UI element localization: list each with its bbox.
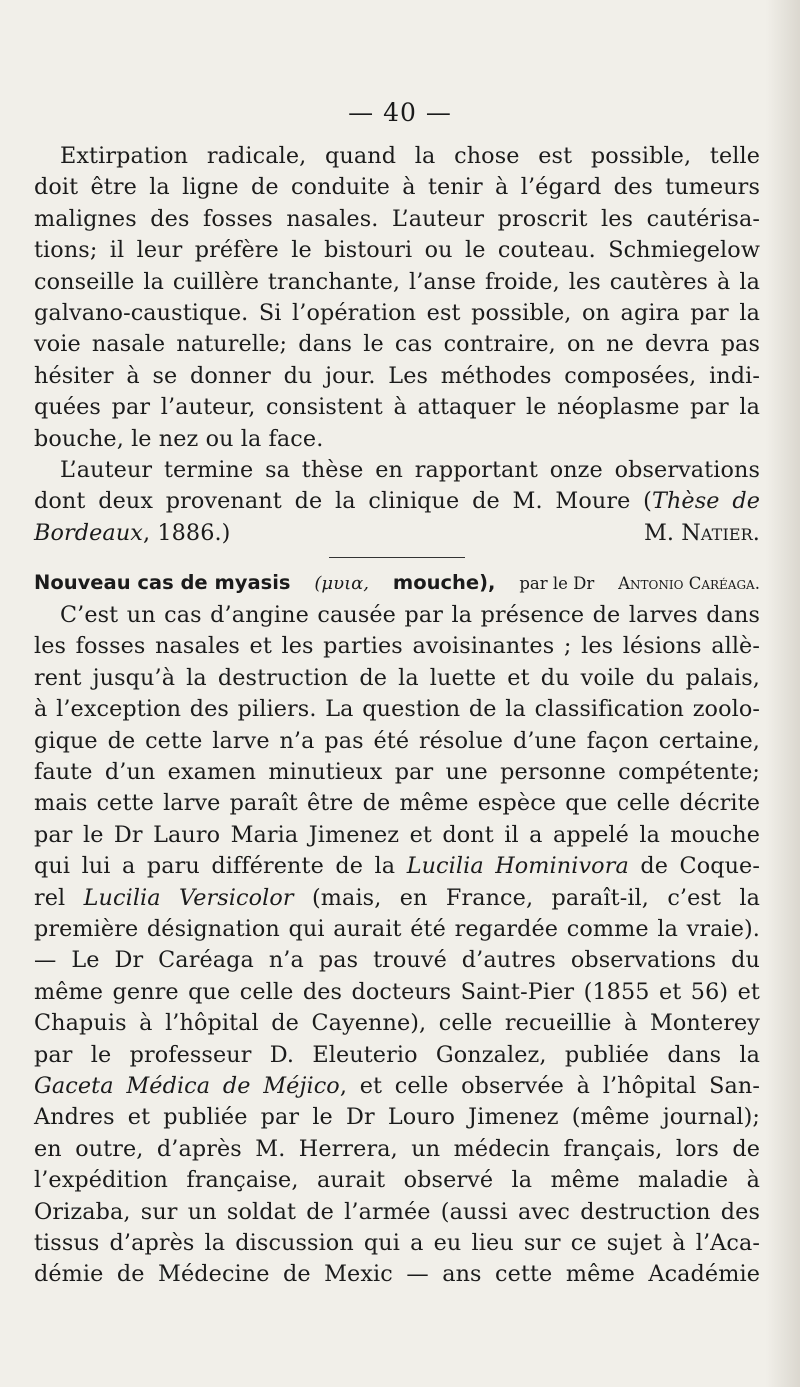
text-run: (mais, en France, paraît-il, c’est la	[293, 884, 760, 911]
text-run: dont deux provenant de la clinique de M. Moure (	[34, 488, 652, 515]
text-line: Extirpation radicale, quand la chose est possible, telle	[60, 143, 760, 169]
text-line: rent jusqu’à la destruction de la luette et du voile du palais,	[34, 664, 760, 691]
text-line: galvano-caustique. Si l’opération est possible, on agira par la	[34, 299, 760, 326]
text-line: mais cette larve paraît être de même espèce que celle décrite	[34, 790, 760, 817]
text-line: C’est un cas d’angine causée par la présence de larves dans	[60, 602, 760, 629]
text-line: quées par l’auteur, consistent à attaquer le néoplasme par la	[34, 394, 760, 421]
title-author: Antonio Caréaga.	[618, 574, 760, 594]
text-run: de Coque-	[628, 853, 760, 880]
species-name: Lucilia Hominivora	[406, 853, 629, 880]
text-line: en outre, d’après M. Herrera, un médecin français, lors de	[34, 1135, 760, 1162]
article-title	[34, 568, 760, 600]
text-line: malignes des fosses nasales. L’auteur proscrit les cautérisa-	[34, 205, 760, 232]
title-greek: (μυια,	[314, 573, 370, 595]
text-line: doit être la ligne de conduite à tenir à l’égard des tumeurs	[34, 174, 760, 201]
text-line: hésiter à se donner du jour. Les méthodes composées, indi-	[34, 362, 760, 389]
title-par: par le Dr	[519, 574, 595, 594]
text-line: gique de cette larve n’a pas été résolue d’une façon certaine,	[34, 727, 760, 754]
text-line: faute d’un examen minutieux par une personne compétente;	[34, 759, 760, 786]
citation-tail	[34, 518, 230, 549]
text-line: même genre que celle des docteurs Saint-Pier (1855 et 56) et	[34, 978, 760, 1005]
text-line	[34, 883, 760, 914]
title-text: mouche),	[392, 571, 496, 595]
journal-title: Gaceta Médica de Méjico	[34, 1072, 340, 1099]
text-line: première désignation qui aurait été regardée comme la vraie).	[34, 915, 760, 942]
citation-title: Thèse de	[651, 488, 760, 515]
text-line: à l’exception des piliers. La question de la classification zoolo-	[34, 696, 760, 723]
text-line	[34, 486, 760, 517]
reviewer-signature: M. Natier.	[643, 519, 760, 546]
citation-title: Bordeaux	[34, 519, 143, 546]
page-edge-shadow	[766, 0, 800, 1387]
text-line: démie de Médecine de Mexic — ans cette même Académie	[34, 1261, 760, 1288]
article-myasis	[34, 568, 760, 1291]
page-number: — 40 —	[348, 98, 452, 127]
title-text: Nouveau cas de myasis	[34, 571, 291, 595]
text-line: par le Dr Lauro Maria Jimenez et dont il a appelé la mouche	[34, 821, 760, 848]
species-name: Lucilia Versicolor	[83, 884, 294, 911]
section-divider	[329, 557, 465, 558]
text-line: les fosses nasales et les parties avoisinantes ; les lésions allè-	[34, 633, 760, 660]
text-line	[34, 1071, 760, 1102]
text-run: rel	[34, 884, 84, 911]
text-line: — Le Dr Caréaga n’a pas trouvé d’autres observations du	[34, 947, 760, 974]
text-line: tissus d’après la discussion qui a eu lieu sur ce sujet à l’Aca-	[34, 1229, 760, 1256]
text-line: par le professeur D. Eleuterio Gonzalez, publiée dans la	[34, 1041, 760, 1068]
text-line: Orizaba, sur un soldat de l’armée (aussi avec destruction des	[34, 1198, 760, 1225]
text-line: Andres et publiée par le Dr Louro Jimenez (même journal);	[34, 1104, 760, 1131]
text-line: Chapuis à l’hôpital de Cayenne), celle recueillie à Monterey	[34, 1010, 760, 1037]
text-line: L’auteur termine sa thèse en rapportant onze observations	[60, 456, 760, 483]
text-line	[34, 851, 760, 882]
text-run: , et celle observée à l’hôpital San-	[339, 1072, 760, 1099]
text-line: bouche, le nez ou la face.	[34, 425, 324, 452]
text-run: qui lui a paru différente de la	[34, 853, 407, 880]
text-line: conseille la cuillère tranchante, l’anse froide, les cautères à la	[34, 268, 760, 295]
text-line: l’expédition française, aurait observé la même maladie à	[34, 1167, 760, 1194]
text-line: voie nasale naturelle; dans le cas contraire, on ne devra pas	[34, 331, 760, 358]
article-extirpation	[34, 141, 760, 549]
text-run: , 1886.)	[142, 519, 231, 546]
text-line: tions; il leur préfère le bistouri ou le couteau. Schmiegelow	[34, 237, 760, 264]
signature-line	[34, 518, 760, 549]
